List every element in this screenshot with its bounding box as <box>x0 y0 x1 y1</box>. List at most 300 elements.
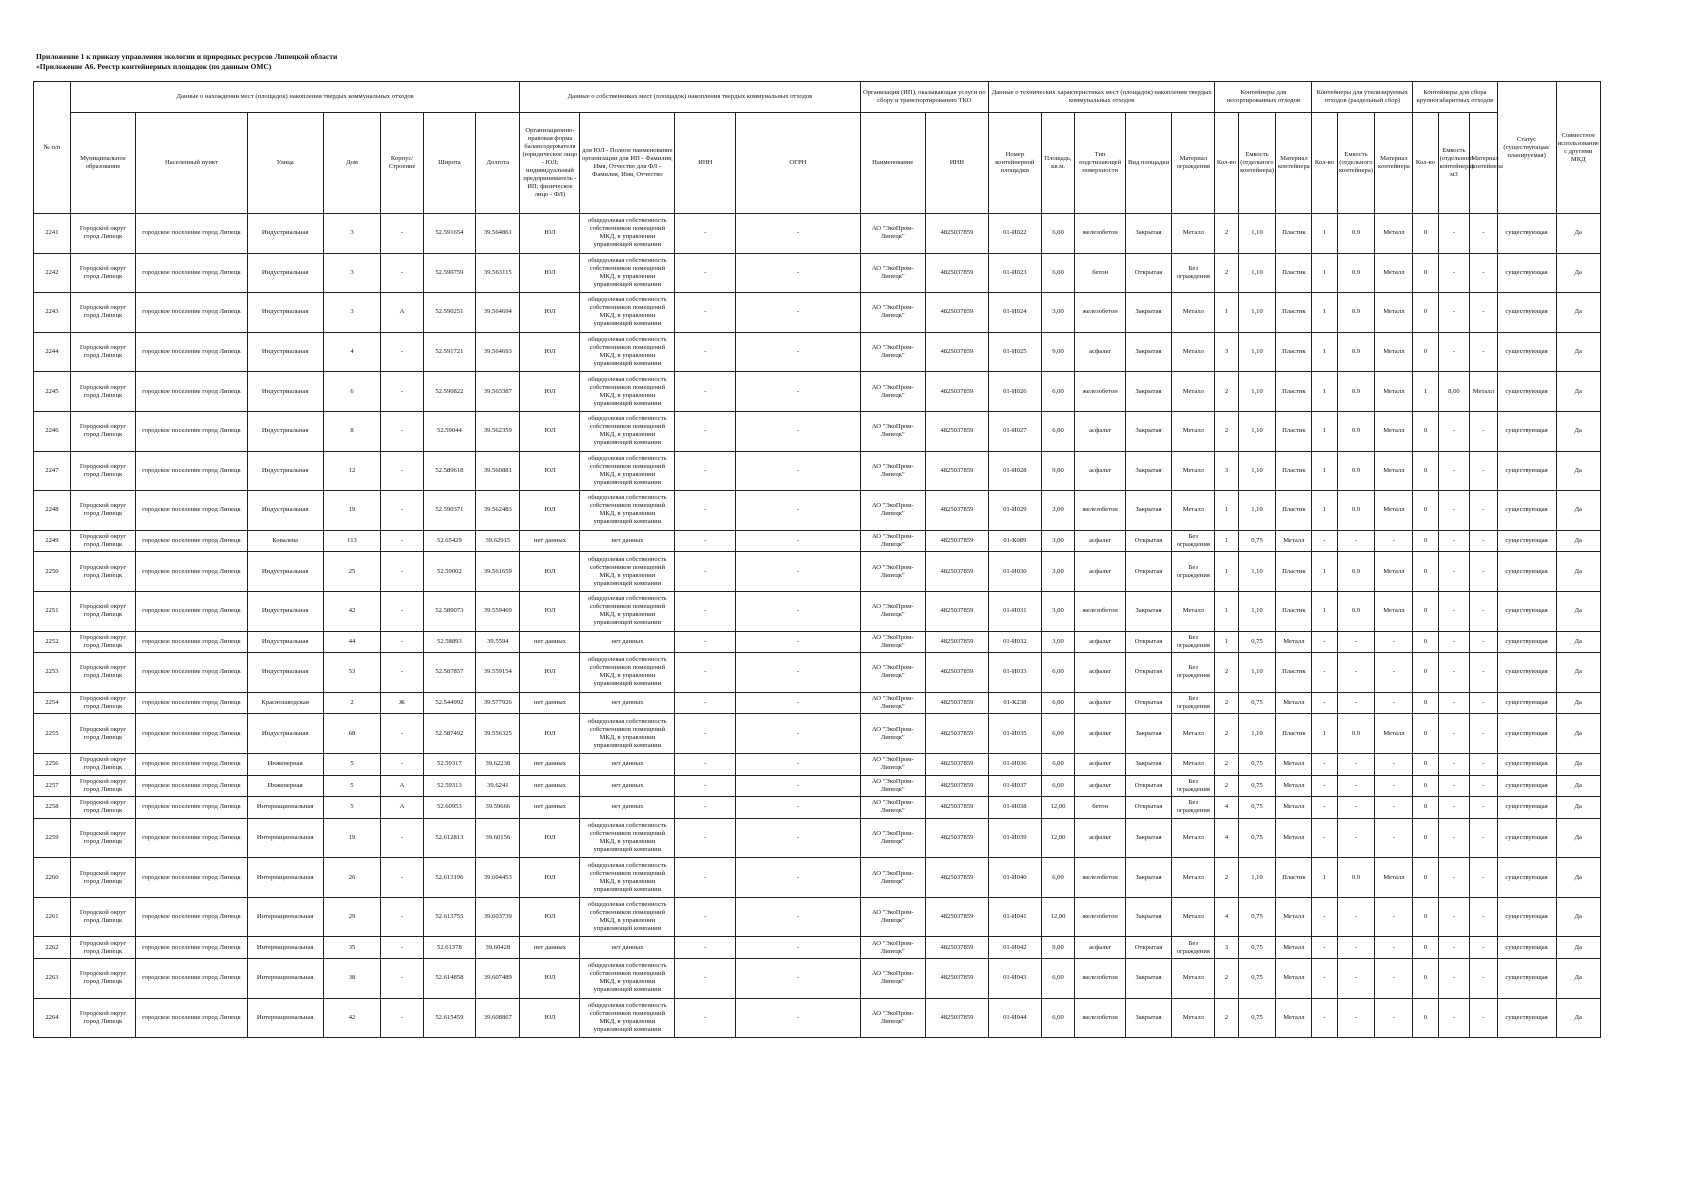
recyclable-count-cell: - <box>1312 692 1337 714</box>
recyclable-capacity-cell: - <box>1337 775 1375 797</box>
fence-cell: Без ограждения <box>1172 552 1215 592</box>
area-cell: 6,00 <box>1041 753 1075 775</box>
bulky-capacity-cell: - <box>1438 818 1470 858</box>
longitude-cell: 39.561659 <box>476 552 520 592</box>
recyclable-count-cell: 1 <box>1312 293 1337 333</box>
bulky-count-cell: 0 <box>1413 214 1438 254</box>
owner-name-cell <box>580 775 675 797</box>
municipality-cell: Городской округ город Липецк <box>70 332 135 372</box>
bulky-capacity-cell: - <box>1438 998 1470 1038</box>
municipality-cell: Городской округ город Липецк <box>70 998 135 1038</box>
owner-name-text: общедолевая собственность собственников помещений МКД, в управлении управляющей компании <box>587 256 667 288</box>
municipality-cell: Городской округ город Липецк <box>70 937 135 959</box>
longitude-cell: 39.604453 <box>476 858 520 898</box>
recyclable-count-cell: - <box>1312 797 1337 819</box>
latitude-cell: 52.615459 <box>423 998 476 1038</box>
street-cell: Индустриальная <box>247 591 323 631</box>
inn-cell: - <box>675 411 736 451</box>
owner-name-text: общедолевая собственность собственников помещений МКД, в управлении управляющей компании <box>587 415 667 447</box>
recyclable-material-cell: - <box>1375 937 1413 959</box>
bulky-count-cell: 0 <box>1413 959 1438 999</box>
document-header <box>36 52 337 72</box>
bulky-count-cell: 0 <box>1413 714 1438 754</box>
ogrn-cell: - <box>736 897 860 937</box>
area-cell: 12,00 <box>1041 897 1075 937</box>
recyclable-capacity-cell: - <box>1337 937 1375 959</box>
bulky-count-cell: 0 <box>1413 451 1438 491</box>
bulky-capacity-cell: - <box>1438 653 1470 693</box>
inn-cell: - <box>675 818 736 858</box>
area-cell: 9,00 <box>1041 937 1075 959</box>
house-cell: 42 <box>323 591 381 631</box>
bulky-capacity-cell: - <box>1438 451 1470 491</box>
shared-cell: Да <box>1556 552 1600 592</box>
ogrn-cell: - <box>736 530 860 552</box>
recyclable-material-cell: - <box>1375 897 1413 937</box>
col-recyclable-material: Материал контейнера <box>1375 113 1413 214</box>
site-number-cell: 01-И032 <box>989 631 1042 653</box>
unsorted-count-cell: 3 <box>1215 937 1238 959</box>
recyclable-capacity-cell: - <box>1337 818 1375 858</box>
street-cell: Индустриальная <box>247 411 323 451</box>
surface-cell: асфальт <box>1075 332 1126 372</box>
recyclable-capacity-cell: 0.9 <box>1337 858 1375 898</box>
table-row <box>34 293 1601 333</box>
house-cell: 4 <box>323 332 381 372</box>
org-name-cell: АО "ЭкоПром-Липецк" <box>860 897 925 937</box>
unsorted-capacity-cell: 1,10 <box>1238 372 1276 412</box>
surface-cell: асфальт <box>1075 411 1126 451</box>
surface-cell: бетон <box>1075 797 1126 819</box>
area-cell: 3,00 <box>1041 491 1075 531</box>
latitude-cell: 52.591721 <box>423 332 476 372</box>
owner-name-text: нет данных <box>611 781 644 789</box>
unsorted-material-cell: Пластик <box>1276 332 1312 372</box>
legal-form-cell: ЮЛ <box>520 714 580 754</box>
unsorted-capacity-cell: 1,10 <box>1238 451 1276 491</box>
surface-cell: железобетон <box>1075 591 1126 631</box>
unsorted-capacity-cell: 0,75 <box>1238 692 1276 714</box>
area-cell: 6,00 <box>1041 998 1075 1038</box>
longitude-cell: 39.560881 <box>476 451 520 491</box>
org-inn-cell: 4825037859 <box>925 552 988 592</box>
longitude-cell: 39.563115 <box>476 253 520 293</box>
building-cell: - <box>381 214 423 254</box>
site-number-cell: 01-И042 <box>989 937 1042 959</box>
building-cell: - <box>381 591 423 631</box>
unsorted-count-cell: 4 <box>1215 818 1238 858</box>
bulky-count-cell: 0 <box>1413 818 1438 858</box>
unsorted-material-cell: Пластик <box>1276 411 1312 451</box>
unsorted-capacity-cell: 1,10 <box>1238 714 1276 754</box>
surface-cell: бетон <box>1075 253 1126 293</box>
recyclable-count-cell: 1 <box>1312 253 1337 293</box>
surface-cell: асфальт <box>1075 530 1126 552</box>
shared-cell: Да <box>1556 714 1600 754</box>
ogrn-cell: - <box>736 214 860 254</box>
org-inn-cell: 4825037859 <box>925 411 988 451</box>
bulky-material-cell: - <box>1470 332 1497 372</box>
area-cell: 3,00 <box>1041 552 1075 592</box>
building-cell: - <box>381 631 423 653</box>
shared-cell: Да <box>1556 998 1600 1038</box>
bulky-count-cell: 0 <box>1413 937 1438 959</box>
ogrn-cell: - <box>736 753 860 775</box>
shared-cell: Да <box>1556 591 1600 631</box>
shared-cell: Да <box>1556 214 1600 254</box>
status-cell: существующая <box>1497 372 1556 412</box>
legal-form-cell: нет данных <box>520 631 580 653</box>
street-cell: Инженерная <box>247 775 323 797</box>
unsorted-capacity-cell: 0,75 <box>1238 631 1276 653</box>
row-number: 2264 <box>34 998 71 1038</box>
street-cell: Индустриальная <box>247 491 323 531</box>
col-shared: Совместное использование с другими МКД <box>1556 82 1600 214</box>
unsorted-capacity-cell: 0,75 <box>1238 775 1276 797</box>
recyclable-count-cell: 1 <box>1312 714 1337 754</box>
org-inn-cell: 4825037859 <box>925 775 988 797</box>
unsorted-count-cell: 1 <box>1215 530 1238 552</box>
unsorted-count-cell: 2 <box>1215 753 1238 775</box>
col-bulky-capacity: Емкость (отдельного контейнера) м3 <box>1438 113 1470 214</box>
unsorted-count-cell: 3 <box>1215 332 1238 372</box>
owner-name-text: общедолевая собственность собственников помещений МКД, в управлении управляющей компании <box>587 821 667 853</box>
building-cell: - <box>381 653 423 693</box>
col-unsorted-count: Кол-во <box>1215 113 1238 214</box>
owner-name-text: общедолевая собственность собственников помещений МКД, в управлении управляющей компании <box>587 962 667 994</box>
bulky-capacity-cell: - <box>1438 411 1470 451</box>
surface-cell: железобетон <box>1075 897 1126 937</box>
area-cell: 6,00 <box>1041 692 1075 714</box>
legal-form-cell: ЮЛ <box>520 653 580 693</box>
shared-cell: Да <box>1556 753 1600 775</box>
table-row <box>34 753 1601 775</box>
street-cell: Индустриальная <box>247 293 323 333</box>
site-number-cell: 01-И037 <box>989 775 1042 797</box>
bulky-material-cell: - <box>1470 797 1497 819</box>
row-number: 2249 <box>34 530 71 552</box>
org-name-cell: АО "ЭкоПром-Липецк" <box>860 714 925 754</box>
owner-name-cell <box>580 937 675 959</box>
site-number-cell: 01-И044 <box>989 998 1042 1038</box>
org-inn-cell: 4825037859 <box>925 692 988 714</box>
recyclable-count-cell: - <box>1312 753 1337 775</box>
area-cell: 3,00 <box>1041 293 1075 333</box>
row-number: 2258 <box>34 797 71 819</box>
settlement-cell: городское поселение город Липецк <box>136 411 248 451</box>
site-number-cell: 01-И027 <box>989 411 1042 451</box>
unsorted-material-cell: Металл <box>1276 818 1312 858</box>
recyclable-count-cell: 1 <box>1312 411 1337 451</box>
house-cell: 6 <box>323 372 381 412</box>
unsorted-capacity-cell: 1,10 <box>1238 293 1276 333</box>
col-bulky-material: Материал контейнера <box>1470 113 1497 214</box>
unsorted-capacity-cell: 1,10 <box>1238 253 1276 293</box>
unsorted-capacity-cell: 1,10 <box>1238 591 1276 631</box>
row-number: 2261 <box>34 897 71 937</box>
latitude-cell: 52.61378 <box>423 937 476 959</box>
recyclable-material-cell: Металл <box>1375 293 1413 333</box>
site-number-cell: 01-И036 <box>989 753 1042 775</box>
bulky-capacity-cell: - <box>1438 253 1470 293</box>
recyclable-capacity-cell: 0.9 <box>1337 411 1375 451</box>
owner-name-text: нет данных <box>611 537 644 545</box>
site-type-cell: Открытая <box>1125 631 1171 653</box>
col-area: Площадь, кв.м. <box>1041 113 1075 214</box>
longitude-cell: 39.59666 <box>476 797 520 819</box>
inn-cell: - <box>675 858 736 898</box>
org-inn-cell: 4825037859 <box>925 797 988 819</box>
status-cell: существующая <box>1497 530 1556 552</box>
latitude-cell: 52.590251 <box>423 293 476 333</box>
status-cell: существующая <box>1497 937 1556 959</box>
bulky-capacity-cell: - <box>1438 631 1470 653</box>
longitude-cell: 39.564694 <box>476 293 520 333</box>
owner-name-text: общедолевая собственность собственников помещений МКД, в управлении управляющей компании <box>587 1001 667 1033</box>
status-cell: существующая <box>1497 775 1556 797</box>
owner-name-text: общедолевая собственность собственников помещений МКД, в управлении управляющей компании <box>587 595 667 627</box>
fence-cell: Металл <box>1172 897 1215 937</box>
site-number-cell: 01-И031 <box>989 591 1042 631</box>
ogrn-cell: - <box>736 692 860 714</box>
owner-name-cell <box>580 959 675 999</box>
org-name-cell: АО "ЭкоПром-Липецк" <box>860 253 925 293</box>
owner-name-text: нет данных <box>611 637 644 645</box>
recyclable-count-cell: - <box>1312 937 1337 959</box>
site-number-cell: 01-И039 <box>989 818 1042 858</box>
org-inn-cell: 4825037859 <box>925 631 988 653</box>
building-cell: - <box>381 897 423 937</box>
house-cell: 38 <box>323 959 381 999</box>
header-group-row <box>34 82 1601 113</box>
site-type-cell: Закрытая <box>1125 818 1171 858</box>
status-cell: существующая <box>1497 797 1556 819</box>
legal-form-cell: ЮЛ <box>520 372 580 412</box>
group-tech: Данные о технических характеристиках мест (площадок) накопления твердых коммунальных отходов <box>989 82 1215 113</box>
longitude-cell: 39.5594 <box>476 631 520 653</box>
owner-name-cell <box>580 530 675 552</box>
legal-form-cell: ЮЛ <box>520 214 580 254</box>
owner-name-cell <box>580 818 675 858</box>
site-type-cell: Открытая <box>1125 653 1171 693</box>
unsorted-capacity-cell: 0,75 <box>1238 998 1276 1038</box>
legal-form-cell: ЮЛ <box>520 959 580 999</box>
org-name-cell: АО "ЭкоПром-Липецк" <box>860 818 925 858</box>
row-number: 2260 <box>34 858 71 898</box>
bulky-count-cell: 0 <box>1413 775 1438 797</box>
house-cell: 53 <box>323 653 381 693</box>
recyclable-capacity-cell: - <box>1337 530 1375 552</box>
recyclable-material-cell: - <box>1375 631 1413 653</box>
inn-cell: - <box>675 653 736 693</box>
fence-cell: Металл <box>1172 998 1215 1038</box>
ogrn-cell: - <box>736 332 860 372</box>
org-inn-cell: 4825037859 <box>925 491 988 531</box>
municipality-cell: Городской округ город Липецк <box>70 714 135 754</box>
table-row <box>34 552 1601 592</box>
longitude-cell: 39.562359 <box>476 411 520 451</box>
col-recyclable-capacity: Емкость (отдельного контейнера) <box>1337 113 1375 214</box>
house-cell: 5 <box>323 775 381 797</box>
house-cell: 44 <box>323 631 381 653</box>
municipality-cell: Городской округ город Липецк <box>70 818 135 858</box>
unsorted-count-cell: 2 <box>1215 998 1238 1038</box>
owner-name-text: нет данных <box>611 699 644 707</box>
status-cell: существующая <box>1497 552 1556 592</box>
fence-cell: Металл <box>1172 372 1215 412</box>
status-cell: существующая <box>1497 998 1556 1038</box>
status-cell: существующая <box>1497 253 1556 293</box>
inn-cell: - <box>675 937 736 959</box>
surface-cell: асфальт <box>1075 692 1126 714</box>
building-cell: - <box>381 372 423 412</box>
row-number: 2248 <box>34 491 71 531</box>
recyclable-capacity-cell: - <box>1337 897 1375 937</box>
inn-cell: - <box>675 998 736 1038</box>
owner-name-cell <box>580 714 675 754</box>
building-cell: - <box>381 858 423 898</box>
status-cell: существующая <box>1497 959 1556 999</box>
unsorted-count-cell: 2 <box>1215 775 1238 797</box>
ogrn-cell: - <box>736 411 860 451</box>
area-cell: 9,00 <box>1041 332 1075 372</box>
recyclable-capacity-cell: - <box>1337 692 1375 714</box>
settlement-cell: городское поселение город Липецк <box>136 293 248 333</box>
street-cell: Инженерная <box>247 753 323 775</box>
recyclable-material-cell: Металл <box>1375 591 1413 631</box>
street-cell: Индустриальная <box>247 253 323 293</box>
ogrn-cell: - <box>736 775 860 797</box>
building-cell: А <box>381 797 423 819</box>
longitude-cell: 39.559154 <box>476 653 520 693</box>
settlement-cell: городское поселение город Липецк <box>136 818 248 858</box>
recyclable-material-cell: - <box>1375 797 1413 819</box>
longitude-cell: 39.603739 <box>476 897 520 937</box>
fence-cell: Металл <box>1172 491 1215 531</box>
municipality-cell: Городской округ город Липецк <box>70 959 135 999</box>
bulky-material-cell: - <box>1470 937 1497 959</box>
shared-cell: Да <box>1556 491 1600 531</box>
ogrn-cell: - <box>736 491 860 531</box>
site-type-cell: Закрытая <box>1125 591 1171 631</box>
row-number: 2247 <box>34 451 71 491</box>
table-row <box>34 631 1601 653</box>
fence-cell: Металл <box>1172 411 1215 451</box>
bulky-count-cell: 0 <box>1413 631 1438 653</box>
latitude-cell: 52.587492 <box>423 714 476 754</box>
group-unsorted: Контейнеры для несортированных отходов <box>1215 82 1312 113</box>
recyclable-count-cell: - <box>1312 818 1337 858</box>
shared-cell: Да <box>1556 653 1600 693</box>
site-type-cell: Открытая <box>1125 530 1171 552</box>
site-type-cell: Закрытая <box>1125 491 1171 531</box>
area-cell: 3,00 <box>1041 591 1075 631</box>
building-cell: А <box>381 775 423 797</box>
site-type-cell: Закрытая <box>1125 214 1171 254</box>
recyclable-material-cell: - <box>1375 959 1413 999</box>
unsorted-material-cell: Металл <box>1276 530 1312 552</box>
site-type-cell: Закрытая <box>1125 451 1171 491</box>
site-type-cell: Закрытая <box>1125 332 1171 372</box>
owner-name-cell <box>580 411 675 451</box>
unsorted-material-cell: Пластик <box>1276 451 1312 491</box>
group-location: Данные о нахождении мест (площадок) накопления твердых коммунальных отходов <box>70 82 520 113</box>
col-number: № п/п <box>34 82 71 214</box>
legal-form-cell: нет данных <box>520 937 580 959</box>
unsorted-capacity-cell: 1,10 <box>1238 214 1276 254</box>
area-cell: 6,00 <box>1041 775 1075 797</box>
recyclable-capacity-cell: - <box>1337 753 1375 775</box>
unsorted-count-cell: 1 <box>1215 552 1238 592</box>
row-number: 2257 <box>34 775 71 797</box>
col-municipality: Муниципальное образование <box>70 113 135 214</box>
building-cell: - <box>381 253 423 293</box>
site-number-cell: 01-И026 <box>989 372 1042 412</box>
status-cell: существующая <box>1497 897 1556 937</box>
unsorted-capacity-cell: 0,75 <box>1238 959 1276 999</box>
bulky-material-cell: - <box>1470 714 1497 754</box>
bulky-capacity-cell: - <box>1438 714 1470 754</box>
org-name-cell: АО "ЭкоПром-Липецк" <box>860 591 925 631</box>
owner-name-cell <box>580 372 675 412</box>
inn-cell: - <box>675 753 736 775</box>
inn-cell: - <box>675 253 736 293</box>
municipality-cell: Городской округ город Липецк <box>70 253 135 293</box>
latitude-cell: 52.612813 <box>423 818 476 858</box>
org-inn-cell: 4825037859 <box>925 214 988 254</box>
inn-cell: - <box>675 491 736 531</box>
site-type-cell: Открытая <box>1125 775 1171 797</box>
site-type-cell: Закрытая <box>1125 714 1171 754</box>
table-row <box>34 451 1601 491</box>
registry-table <box>33 81 1601 1038</box>
house-cell: 113 <box>323 530 381 552</box>
unsorted-material-cell: Металл <box>1276 897 1312 937</box>
settlement-cell: городское поселение город Липецк <box>136 451 248 491</box>
row-number: 2255 <box>34 714 71 754</box>
owner-name-text: общедолевая собственность собственников помещений МКД, в управлении управляющей компании <box>587 861 667 893</box>
recyclable-capacity-cell: 0.9 <box>1337 591 1375 631</box>
area-cell: 6,00 <box>1041 653 1075 693</box>
municipality-cell: Городской округ город Липецк <box>70 631 135 653</box>
building-cell: - <box>381 998 423 1038</box>
org-name-cell: АО "ЭкоПром-Липецк" <box>860 858 925 898</box>
unsorted-material-cell: Пластик <box>1276 372 1312 412</box>
site-number-cell: 01-И033 <box>989 653 1042 693</box>
col-bulky-count: Кол-во <box>1413 113 1438 214</box>
table-row <box>34 818 1601 858</box>
owner-name-cell <box>580 552 675 592</box>
latitude-cell: 52.614858 <box>423 959 476 999</box>
unsorted-material-cell: Металл <box>1276 753 1312 775</box>
bulky-capacity-cell: - <box>1438 897 1470 937</box>
unsorted-capacity-cell: 0,75 <box>1238 937 1276 959</box>
settlement-cell: городское поселение город Липецк <box>136 332 248 372</box>
site-number-cell: 01-И025 <box>989 332 1042 372</box>
status-cell: существующая <box>1497 293 1556 333</box>
latitude-cell: 52.590759 <box>423 253 476 293</box>
surface-cell: железобетон <box>1075 293 1126 333</box>
group-org: Организация (ИП), оказывающая услуги по сбору и транспортированию ТКО <box>860 82 988 113</box>
table-row <box>34 714 1601 754</box>
longitude-cell: 39.60428 <box>476 937 520 959</box>
owner-name-text: общедолевая собственность собственников помещений МКД, в управлении управляющей компании <box>587 336 667 368</box>
area-cell: 9,00 <box>1041 451 1075 491</box>
col-org-name: Наименование <box>860 113 925 214</box>
recyclable-capacity-cell: - <box>1337 998 1375 1038</box>
inn-cell: - <box>675 451 736 491</box>
inn-cell: - <box>675 775 736 797</box>
